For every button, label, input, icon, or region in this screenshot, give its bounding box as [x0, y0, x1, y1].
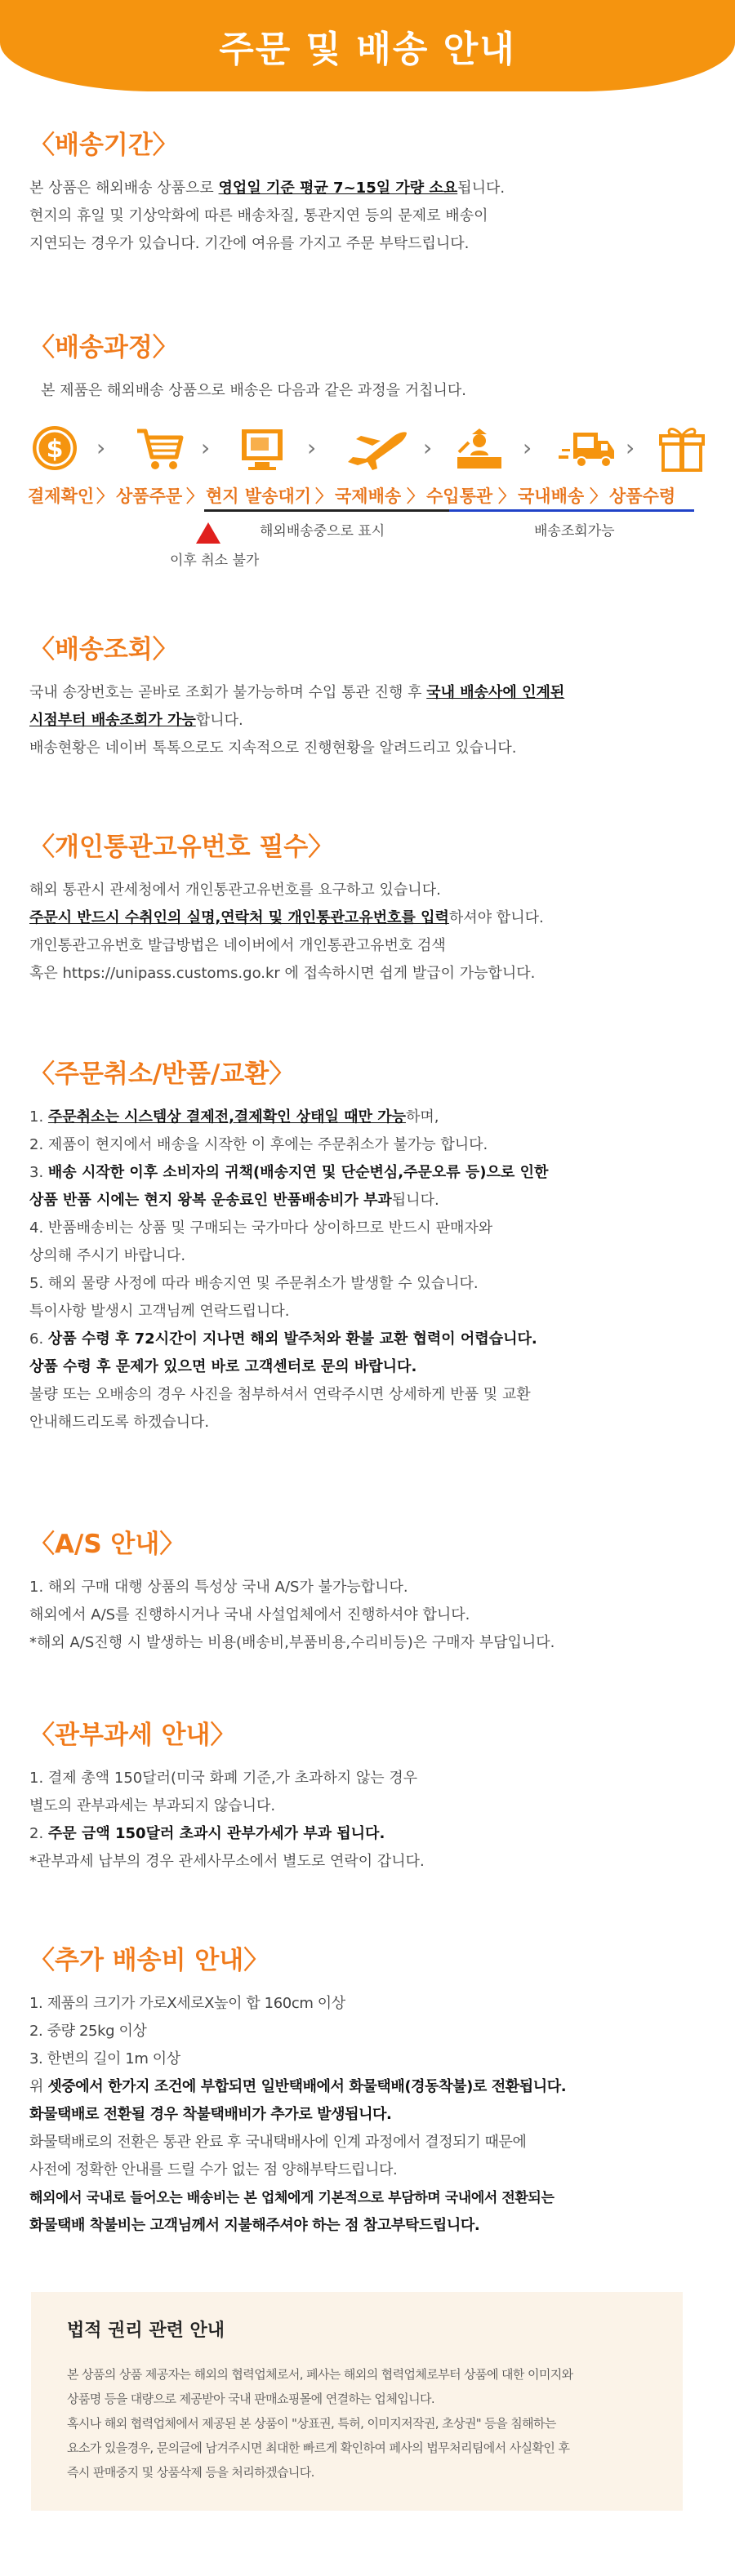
- text-line: 혹시나 해외 협력업체에서 제공된 본 상품이 "상표권, 특허, 이미지저작권, 초상권" 등을 침해하는: [67, 2416, 556, 2431]
- dollar-coin-icon: [29, 423, 80, 473]
- process-steps-row: [29, 483, 707, 508]
- process-icons-row: [29, 423, 707, 477]
- step-label: 상품주문: [116, 486, 183, 506]
- text-line: 해외 통관시 관세청에서 개인통관고유번호를 요구하고 있습니다.: [29, 882, 441, 899]
- text-line: 주문시 반드시 수취인의 실명,연락처 및 개인통관고유번호를 입력하셔야 합니다.: [29, 909, 544, 926]
- customs-id-body: [29, 877, 707, 988]
- step-separator: 〉: [96, 486, 114, 506]
- text-line: 지연되는 경우가 있습니다. 기간에 여유를 가지고 주문 부탁드립니다.: [29, 235, 470, 252]
- shipping-process-title: 〈배송과정〉: [29, 333, 178, 362]
- text-line: 화물택배 착불비는 고객님께서 지불해주셔야 하는 점 참고부탁드립니다.: [29, 2217, 480, 2234]
- text-line: 1. 제품의 크기가 가로X세로X높이 합 160cm 이상: [29, 1995, 345, 2012]
- legal-notice-box: [31, 2292, 683, 2511]
- text-line: 개인통관고유번호 발급방법은 네이버에서 개인통관고유번호 검색: [29, 937, 446, 954]
- step-separator: 〉: [498, 486, 515, 506]
- step-label: 국제배송: [335, 486, 402, 506]
- as-info-title: 〈A/S 안내〉: [29, 1530, 185, 1559]
- tracking-section: [29, 633, 707, 762]
- customs-tax-title: 〈관부과세 안내〉: [29, 1721, 236, 1750]
- text-line: 배송현황은 네이버 톡톡으로도 지속적으로 진행현황을 알려드리고 있습니다.: [29, 739, 517, 757]
- text-line: 3. 배송 시작한 이후 소비자의 귀책(배송지연 및 단순변심,주문오류 등)으로 인한: [29, 1164, 549, 1181]
- text-line: *관부과세 납부의 경우 관세사무소에서 별도로 연락이 갑니다.: [29, 1853, 425, 1870]
- text-line: 해외에서 A/S를 진행하시거나 국내 사설업체에서 진행하셔야 합니다.: [29, 1606, 470, 1623]
- step-label: 상품수령: [609, 486, 676, 506]
- cancel-return-section: [29, 1058, 707, 1437]
- text-line: 상품 수령 후 문제가 있으면 바로 고객센터로 문의 바랍니다.: [29, 1358, 417, 1375]
- shipping-process-section: [29, 331, 707, 405]
- text-line: 해외에서 국내로 들어오는 배송비는 본 업체에게 기본적으로 부담하며 국내에서 전환되는: [29, 2190, 555, 2206]
- step-label: 결제확인: [28, 486, 95, 506]
- gift-box-icon: [657, 423, 707, 473]
- text-line: 본 상품은 해외배송 상품으로 영업일 기준 평균 7~15일 가량 소요됩니다.: [29, 180, 506, 197]
- text-line: 본 상품의 상품 제공자는 해외의 협력업체로서, 페사는 해외의 협력업체로부터 상품에 대한 이미지와: [67, 2367, 573, 2382]
- customs-officer-icon: [454, 423, 505, 473]
- tracking-title: 〈배송조회〉: [29, 635, 178, 664]
- shopping-cart-icon: [134, 423, 185, 473]
- text-line: 사전에 정확한 안내를 드릴 수가 없는 점 양해부탁드립니다.: [29, 2161, 398, 2178]
- text-line: 요소가 있을경우, 문의글에 남겨주시면 최대한 빠르게 확인하여 페사의 법무처리팀에서 사실확인 후: [67, 2441, 570, 2455]
- chevron-right-icon: ›: [626, 434, 635, 461]
- delivery-truck-icon: [557, 423, 617, 473]
- tracking-available-bracket: [449, 509, 694, 512]
- chevron-right-icon: ›: [201, 434, 211, 461]
- customs-tax-section: [29, 1719, 707, 1876]
- overseas-shipping-bracket: [204, 509, 449, 512]
- text-line: 2. 주문 금액 150달러 초과시 관부가세가 부과 됩니다.: [29, 1825, 385, 1842]
- text-line: 상품명 등을 대량으로 제공받아 국내 판매쇼핑몰에 연결하는 업체입니다.: [67, 2392, 435, 2406]
- shipping-period-title: 〈배송기간〉: [29, 131, 178, 160]
- text-line: 국내 송장번호는 곧바로 조회가 불가능하며 수입 통관 진행 후 국내 배송사에 인계된: [29, 684, 565, 701]
- step-label: 수입통관: [426, 486, 493, 506]
- text-line: 상의해 주시기 바랍니다.: [29, 1247, 186, 1264]
- chevron-right-icon: ›: [423, 434, 433, 461]
- cancel-return-title: 〈주문취소/반품/교환〉: [29, 1059, 295, 1089]
- text-line: 상품 반품 시에는 현지 왕복 운송료인 반품배송비가 부과됩니다.: [29, 1192, 439, 1209]
- text-line: 4. 반품배송비는 상품 및 구매되는 국가마다 상이하므로 반드시 판매자와: [29, 1219, 493, 1237]
- customs-id-section: [29, 831, 707, 988]
- shipping-process-intro: 본 제품은 해외배송 상품으로 배송은 다음과 같은 과정을 거칩니다.: [41, 382, 466, 399]
- text-line: 1. 주문취소는 시스템상 결제전,결제확인 상태일 때만 가능하며,: [29, 1108, 439, 1126]
- text-line: 특이사항 발생시 고객님께 연락드립니다.: [29, 1303, 290, 1320]
- legal-notice-body: [67, 2362, 655, 2485]
- text-line: 6. 상품 수령 후 72시간이 지나면 해외 발주처와 환불 교환 협력이 어렵습니다.: [29, 1330, 537, 1348]
- text-line: 시점부터 배송조회가 가능합니다.: [29, 712, 243, 729]
- cancel-cutoff-marker: [196, 522, 220, 544]
- monitor-icon: [237, 423, 287, 473]
- text-line: 혹은 https://unipass.customs.go.kr 에 접속하시면 쉽게 발급이 가능합니다.: [29, 965, 536, 982]
- text-line: 화물택배로 전환될 경우 착불택배비가 추가로 발생됩니다.: [29, 2106, 392, 2123]
- shipping-period-body: [29, 175, 707, 258]
- text-line: 현지의 휴일 및 기상악화에 따른 배송차질, 통관지연 등의 문제로 배송이: [29, 207, 488, 224]
- as-info-body: [29, 1574, 707, 1657]
- header-banner: [0, 0, 735, 91]
- text-line: *해외 A/S진행 시 발생하는 비용(배송비,부품비용,수리비등)은 구매자 부담입니다.: [29, 1634, 555, 1651]
- airplane-icon: [345, 423, 410, 473]
- text-line: 위 셋중에서 한가지 조건에 부합되면 일반택배에서 화물택배(경동착불)로 전환됩니다.: [29, 2078, 567, 2095]
- text-line: 3. 한변의 길이 1m 이상: [29, 2050, 180, 2067]
- text-line: 불량 또는 오배송의 경우 사진을 첨부하셔서 연락주시면 상세하게 반품 및 교환: [29, 1386, 531, 1403]
- cancel-cutoff-note: 이후 취소 불가: [170, 553, 260, 569]
- step-separator: 〉: [315, 486, 332, 506]
- extra-fee-title: 〈추가 배송비 안내〉: [29, 1946, 270, 1975]
- shipping-period-section: [29, 129, 707, 258]
- customs-tax-body: [29, 1765, 707, 1876]
- text-line: 5. 해외 물량 사정에 따라 배송지연 및 주문취소가 발생할 수 있습니다.: [29, 1275, 479, 1292]
- chevron-right-icon: ›: [523, 434, 532, 461]
- step-label: 국내배송: [518, 486, 585, 506]
- tracking-body: [29, 679, 707, 762]
- text-line: 2. 중량 25kg 이상: [29, 2023, 147, 2040]
- extra-fee-body: [29, 1990, 707, 2240]
- svg-text:$: $: [46, 435, 64, 464]
- text-line: 안내해드리도록 하겠습니다.: [29, 1414, 210, 1431]
- chevron-right-icon: ›: [96, 434, 106, 461]
- chevron-right-icon: ›: [307, 434, 317, 461]
- overseas-shipping-note: 해외배송중으로 표시: [260, 523, 385, 540]
- step-separator: 〉: [590, 486, 607, 506]
- step-separator: 〉: [407, 486, 424, 506]
- text-line: 2. 제품이 현지에서 배송을 시작한 이 후에는 주문취소가 불가능 합니다.: [29, 1136, 488, 1153]
- text-line: 1. 해외 구매 대행 상품의 특성상 국내 A/S가 불가능합니다.: [29, 1579, 408, 1596]
- text-line: 1. 결제 총액 150달러(미국 화폐 기준,가 초과하지 않는 경우: [29, 1770, 418, 1787]
- customs-id-title: 〈개인통관고유번호 필수〉: [29, 833, 334, 862]
- text-line: 별도의 관부과세는 부과되지 않습니다.: [29, 1797, 276, 1814]
- extra-fee-section: [29, 1944, 707, 2240]
- step-label: 현지 발송대기: [206, 486, 312, 506]
- cancel-return-body: [29, 1104, 707, 1437]
- step-separator: 〉: [186, 486, 203, 506]
- page-title: 주문 및 배송 안내: [219, 29, 516, 70]
- tracking-available-note: 배송조회가능: [534, 523, 615, 540]
- legal-notice-title: 법적 권리 관련 안내: [67, 2321, 225, 2341]
- text-line: 화물택배로의 전환은 통관 완료 후 국내택배사에 인계 과정에서 결정되기 때문에: [29, 2134, 527, 2151]
- text-line: 즉시 판매중지 및 상품삭제 등을 처리하겠습니다.: [67, 2465, 314, 2480]
- as-info-section: [29, 1528, 707, 1657]
